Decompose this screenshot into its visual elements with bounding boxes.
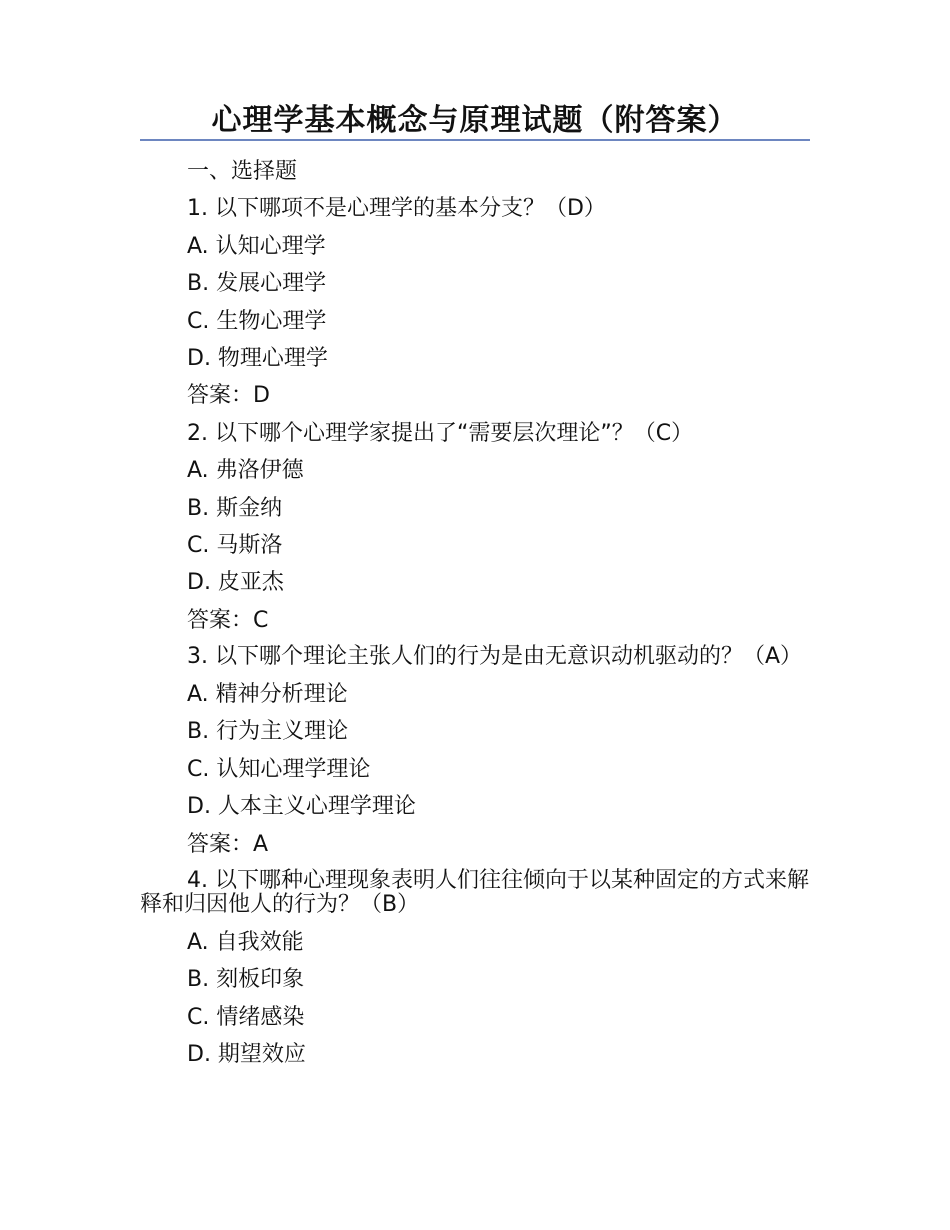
answer-line: 答案：C	[187, 607, 269, 633]
option-item: B. 斯金纳	[187, 495, 283, 521]
option-item: B. 发展心理学	[187, 271, 327, 297]
question-stem: 1. 以下哪项不是心理学的基本分支？（D）	[187, 196, 606, 222]
question-stem: 2. 以下哪个心理学家提出了“需要层次理论”？（C）	[187, 420, 694, 446]
option-item: C. 认知心理学理论	[187, 756, 371, 782]
option-item: D. 期望效应	[187, 1042, 306, 1068]
option-item: A. 精神分析理论	[187, 682, 348, 708]
question-stem: 3. 以下哪个理论主张人们的行为是由无意识动机驱动的？（A）	[187, 644, 803, 670]
option-item: C. 情绪感染	[187, 1004, 305, 1030]
option-item: C. 马斯洛	[187, 532, 283, 558]
option-item: A. 弗洛伊德	[187, 458, 304, 484]
answer-line: 答案：D	[187, 383, 270, 409]
option-item: A. 自我效能	[187, 930, 304, 956]
option-item: B. 刻板印象	[187, 967, 305, 993]
question-stem: 4. 以下哪种心理现象表明人们往往倾向于以某种固定的方式来解释和归因他人的行为？（B）	[140, 868, 809, 918]
option-item: D. 皮亚杰	[187, 570, 284, 596]
section-heading: 一、选择题	[187, 159, 298, 184]
option-item: C. 生物心理学	[187, 308, 327, 334]
title-underline	[140, 139, 810, 141]
answer-line: 答案：A	[187, 831, 269, 857]
document-body	[140, 153, 810, 1074]
document-title: 心理学基本概念与原理试题（附答案）	[211, 103, 739, 138]
option-item: D. 物理心理学	[187, 345, 328, 371]
option-item: D. 人本主义心理学理论	[187, 794, 416, 820]
option-item: B. 行为主义理论	[187, 719, 349, 745]
option-item: A. 认知心理学	[187, 233, 326, 259]
